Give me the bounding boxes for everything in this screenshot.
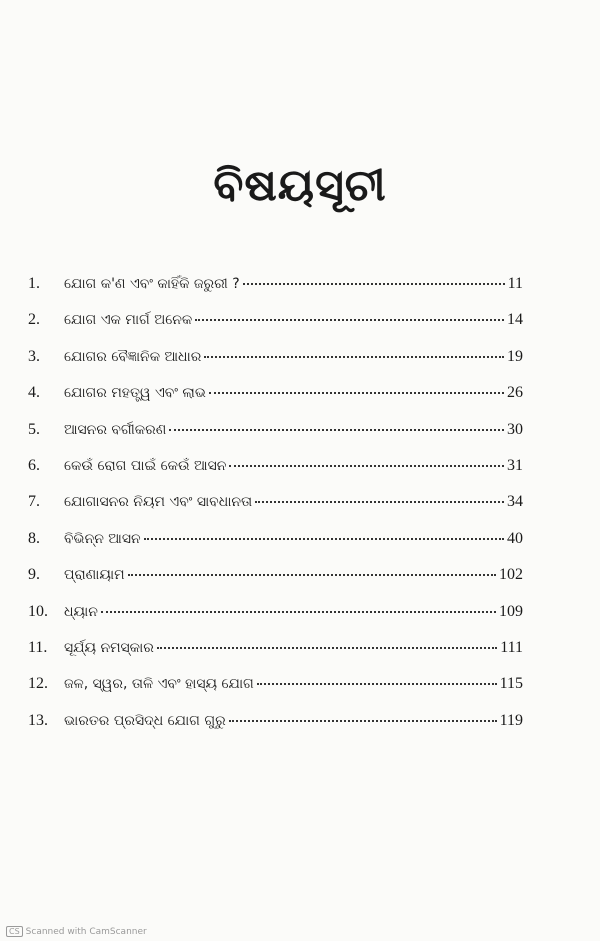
toc-page-number: 11 — [507, 275, 523, 292]
toc-page-number: 31 — [507, 456, 523, 474]
toc-page-number: 40 — [507, 529, 523, 547]
toc-number: 6. — [28, 456, 40, 474]
dot-leader — [229, 465, 504, 467]
dot-leader — [204, 356, 504, 358]
toc-row — [28, 639, 523, 675]
toc-page-number: 14 — [507, 311, 523, 329]
toc-title: ସୂର୍ଯ୍ୟ ନମସ୍କାର — [64, 639, 154, 656]
toc-number: 2. — [28, 311, 40, 329]
toc-title: ଯୋଗର ମହତ୍ତ୍ୱ ଏବଂ ଲାଭ — [64, 385, 206, 402]
toc-row — [28, 275, 523, 311]
toc-title: ଯୋଗ ଏକ ମାର୍ଗ ଅନେକ — [64, 312, 193, 329]
dot-leader — [257, 683, 497, 685]
dot-leader — [243, 283, 505, 285]
toc-row — [28, 421, 523, 457]
toc-page-number: 26 — [507, 384, 523, 402]
toc-page-number: 102 — [499, 566, 523, 584]
toc-number: 9. — [28, 566, 40, 584]
toc-page-number: 109 — [499, 602, 523, 620]
dot-leader — [209, 392, 504, 394]
toc-row — [28, 311, 523, 347]
toc-title: ଜଳ, ସ୍ୱର, ତାଳି ଏବଂ ହାସ୍ୟ ଯୋଗ — [64, 676, 254, 693]
toc-number: 11. — [28, 638, 48, 656]
dot-leader — [144, 538, 504, 540]
dot-leader — [169, 429, 504, 431]
toc-number: 7. — [28, 493, 40, 511]
dot-leader — [255, 501, 504, 503]
toc-row — [28, 457, 523, 493]
toc-number: 8. — [28, 529, 40, 547]
toc-row — [28, 712, 523, 748]
toc-title: ଯୋଗର ବୈଜ୍ଞାନିକ ଆଧାର — [64, 348, 202, 365]
dot-leader — [128, 574, 496, 576]
toc-title: ପ୍ରାଣାୟାମ — [64, 567, 125, 584]
toc-page-number: 19 — [507, 347, 523, 365]
toc-page-number: 34 — [507, 493, 523, 511]
toc-row — [28, 566, 523, 602]
toc-row — [28, 603, 523, 639]
table-of-contents — [28, 275, 523, 748]
toc-row — [28, 493, 523, 529]
scanner-watermark — [6, 926, 147, 937]
toc-row — [28, 675, 523, 711]
toc-number: 12. — [28, 675, 48, 693]
dot-leader — [157, 647, 497, 649]
toc-row — [28, 384, 523, 420]
toc-number: 10. — [28, 602, 48, 620]
toc-title: କେଉଁ ରୋଗ ପାଇଁ କେଉଁ ଆସନ — [64, 457, 227, 474]
toc-title: ଭାରତର ପ୍ରସିଦ୍ଧ ଯୋଗ ଗୁରୁ — [64, 712, 226, 729]
dot-leader — [195, 319, 504, 321]
toc-page-number: 115 — [499, 675, 523, 693]
toc-title: ଯୋଗ କ'ଣ ଏବଂ କାହିଁକି ଜରୁରୀ ? — [64, 276, 240, 292]
toc-number: 5. — [28, 420, 40, 438]
toc-number: 13. — [28, 711, 48, 729]
toc-number: 4. — [28, 384, 40, 402]
toc-row — [28, 348, 523, 384]
toc-number: 3. — [28, 347, 40, 365]
toc-page-number: 111 — [500, 638, 523, 656]
camscanner-logo-icon: CS — [6, 926, 23, 937]
toc-number: 1. — [28, 275, 40, 292]
toc-page-number: 30 — [507, 420, 523, 438]
page-title: ବିଷୟସୂଚୀ — [213, 160, 387, 211]
dot-leader — [229, 720, 497, 722]
toc-title: ଧ୍ୟାନ — [64, 603, 98, 620]
toc-title: ବିଭିନ୍ନ ଆସନ — [64, 530, 141, 547]
toc-title: ଆସନର ବର୍ଗୀକରଣ — [64, 421, 167, 438]
toc-page-number: 119 — [499, 711, 523, 729]
dot-leader — [101, 611, 496, 613]
toc-row — [28, 530, 523, 566]
watermark-text: Scanned with CamScanner — [25, 927, 147, 937]
toc-title: ଯୋଗାସନର ନିୟମ ଏବଂ ସାବଧାନତା — [64, 494, 253, 511]
